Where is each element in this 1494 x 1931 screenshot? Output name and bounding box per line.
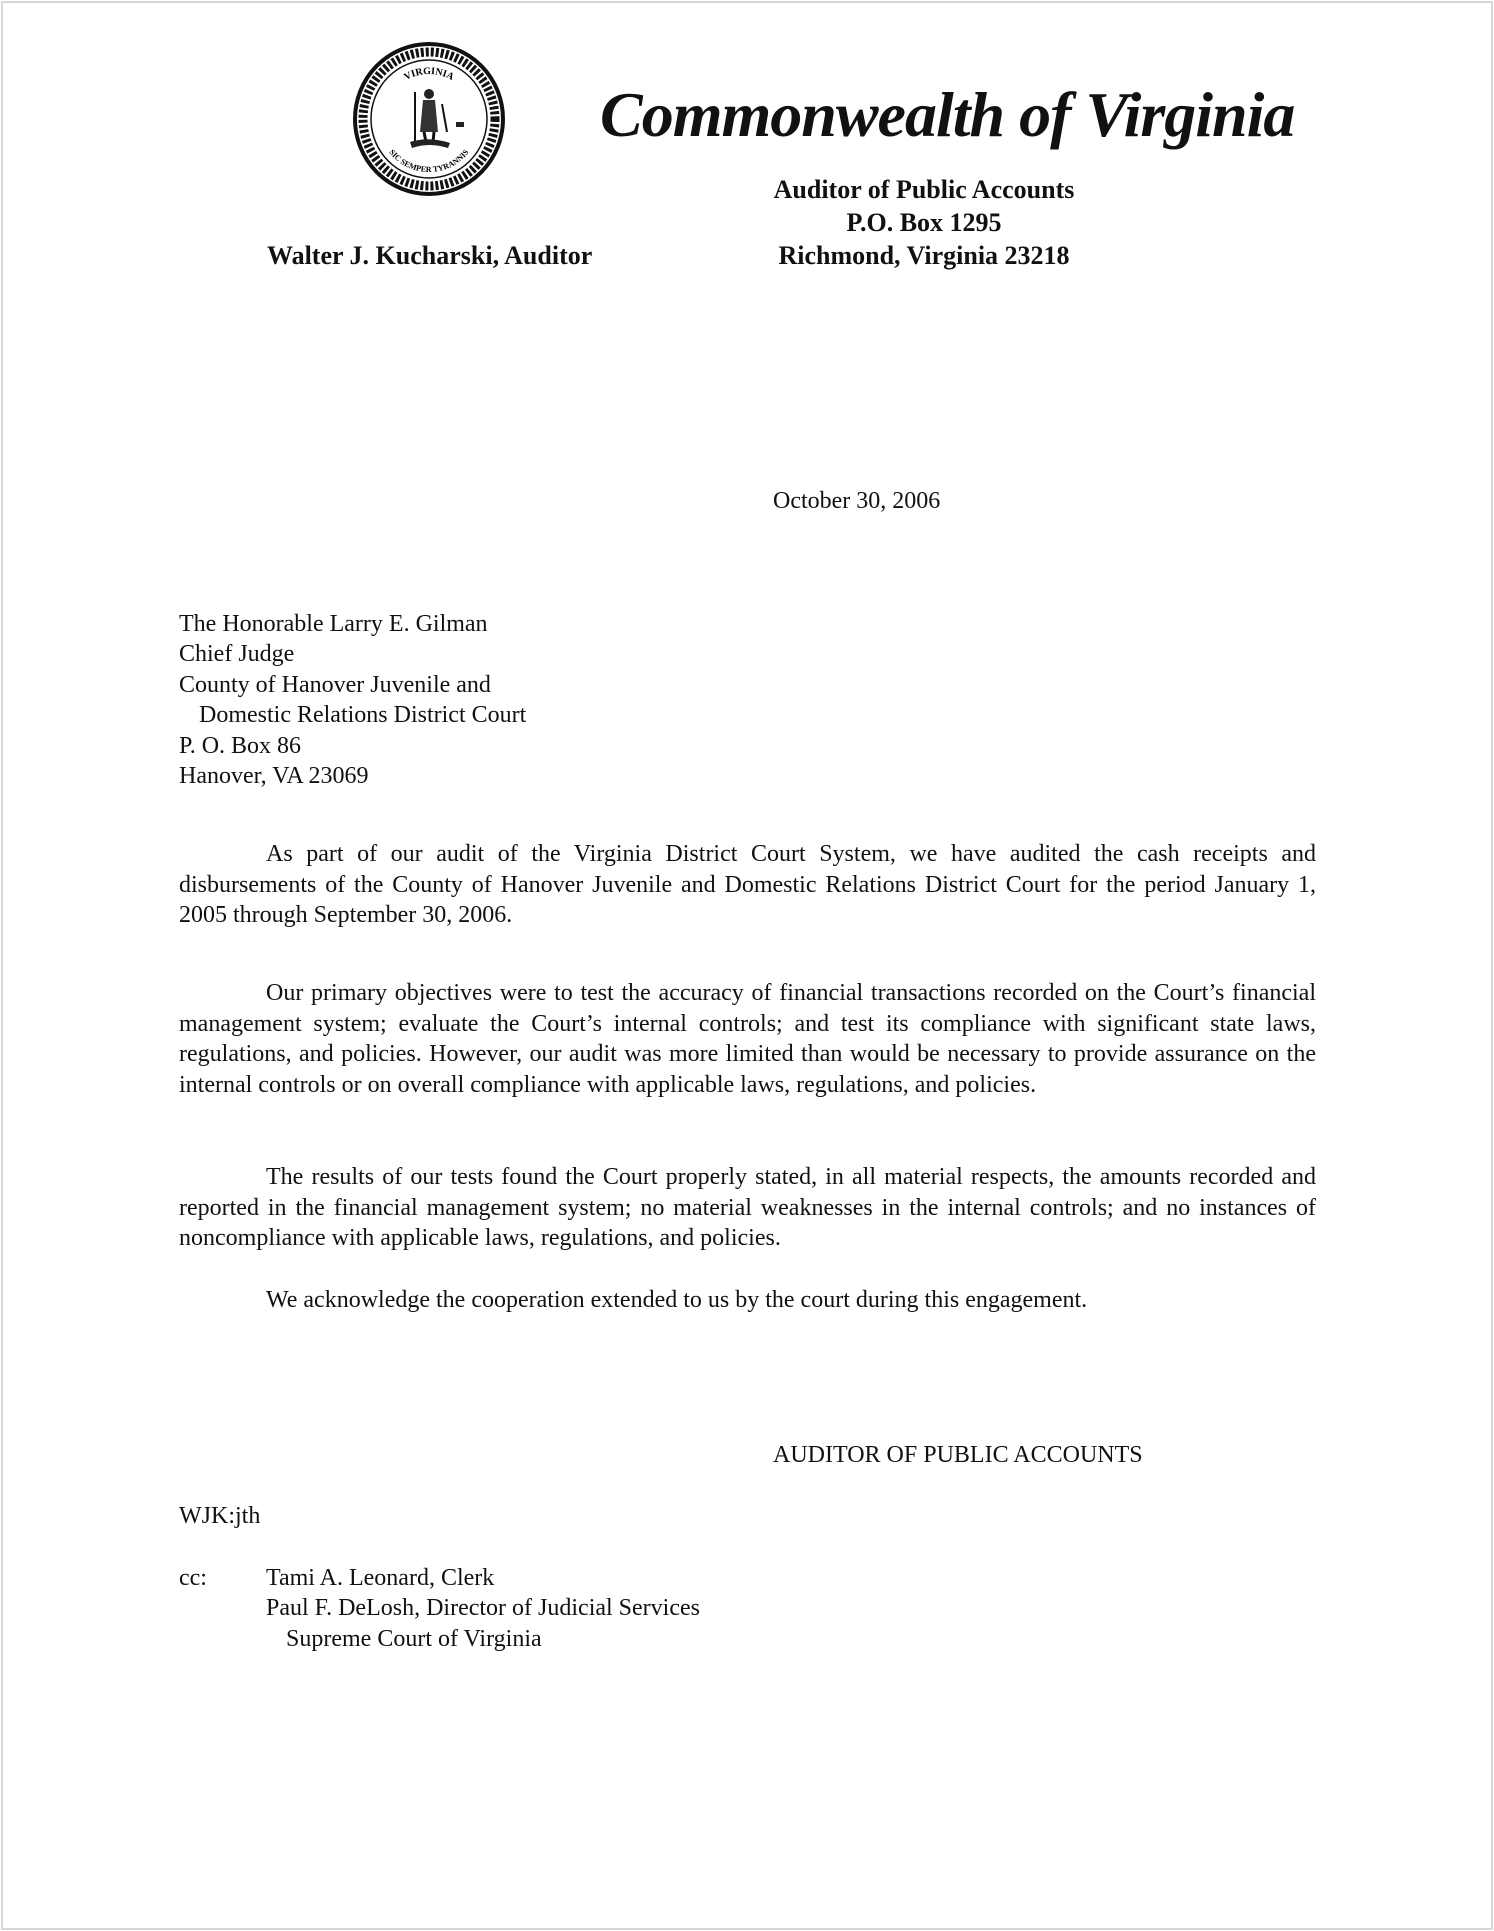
office-city: Richmond, Virginia 23218 [778, 241, 1070, 270]
cc-line: Paul F. DeLosh, Director of Judicial Services [266, 1595, 700, 1621]
signature-block: AUDITOR OF PUBLIC ACCOUNTS [773, 1442, 1143, 1468]
office-po-box: P.O. Box 1295 [846, 208, 1002, 237]
cc-label: cc: [179, 1565, 207, 1591]
recipient-line: P. O. Box 86 [179, 733, 302, 759]
letter-date: October 30, 2006 [773, 488, 941, 514]
office-name: Auditor of Public Accounts [773, 175, 1075, 204]
virginia-seal-logo [352, 42, 506, 196]
recipient-line: The Honorable Larry E. Gilman [179, 611, 488, 637]
recipient-line: Hanover, VA 23069 [179, 763, 369, 789]
letterhead-title: Commonwealth of Virginia [600, 79, 1295, 150]
body-paragraph: The results of our tests found the Court properly stated, in all material respects, the amounts recorded and reported in the financial management system; no material weaknesses in the internal controls; and no instances of noncompliance with applicable laws, regulations, and policies. [179, 1164, 1316, 1252]
seal-text-top: VIRGINIA [402, 65, 456, 83]
body-paragraph: We acknowledge the cooperation extended to us by the court during this engagement. [266, 1287, 1088, 1313]
cc-line: Tami A. Leonard, Clerk [266, 1565, 495, 1591]
auditor-name: Walter J. Kucharski, Auditor [267, 241, 593, 270]
initials: WJK:jth [179, 1503, 261, 1529]
body-paragraph: Our primary objectives were to test the accuracy of financial transactions recorded on the Court’s financial management system; evaluate the Court’s internal controls; and test its compliance with significant state laws, regulations, and policies. However, our audit was more limited than would be necessary to provide assurance on the internal controls or on overall compliance with applicable laws, regulations, and policies. [179, 980, 1316, 1098]
recipient-line: Chief Judge [179, 641, 295, 667]
recipient-line: County of Hanover Juvenile and [179, 672, 491, 698]
body-paragraph: As part of our audit of the Virginia District Court System, we have audited the cash receipts and disbursements of the County of Hanover Juvenile and Domestic Relations District Court for the period January 1, 2005 through September 30, 2006. [179, 841, 1316, 929]
cc-line: Supreme Court of Virginia [286, 1626, 542, 1652]
page-border [1, 1, 1493, 1930]
recipient-line: Domestic Relations District Court [199, 702, 527, 728]
seal-text-bottom: SIC SEMPER TYRANNIS [387, 147, 471, 175]
